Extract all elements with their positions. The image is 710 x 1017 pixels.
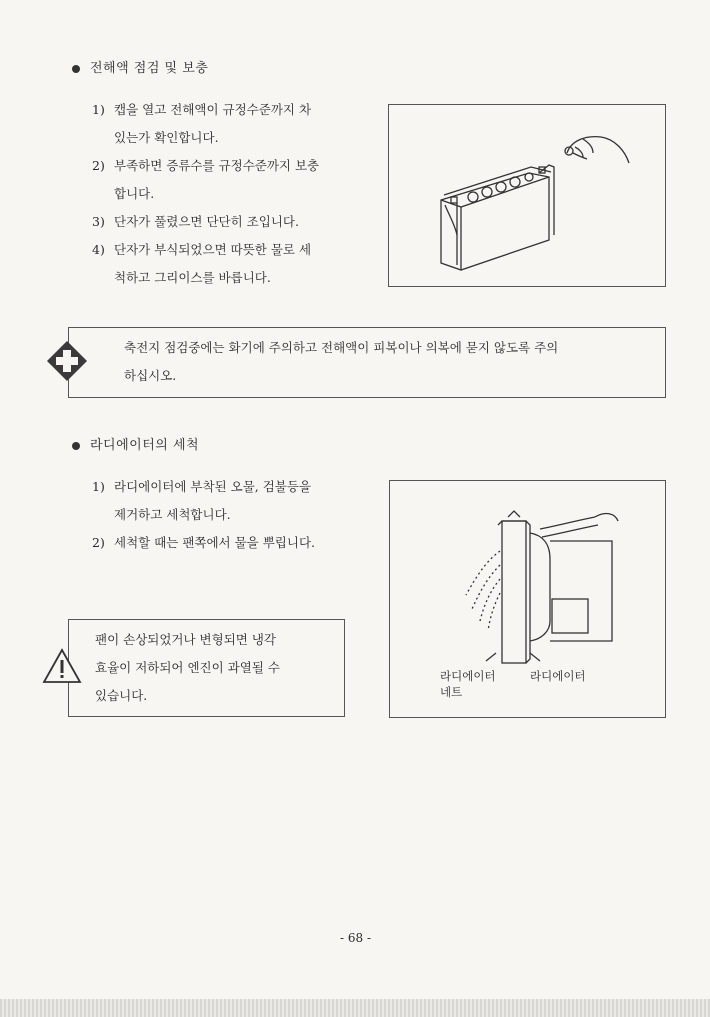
list-item: 4) 단자가 부식되었으면 따뜻한 물로 세 척하고 그리이스를 바릅니다. (92, 242, 312, 285)
bullet-icon (72, 442, 80, 450)
warning-line: 팬이 손상되었거나 변형되면 냉각 (95, 632, 276, 647)
list-item: 1) 라디에이터에 부착된 오물, 검불등을 제거하고 세척합니다. (92, 479, 312, 522)
section-title-text: 라디에이터의 세척 (90, 438, 200, 453)
electrolyte-instructions-list (92, 96, 382, 292)
caution-box (68, 327, 666, 398)
list-item: 1) 캡을 열고 전해액이 규정수준까지 차 있는가 확인합니다. (92, 102, 312, 145)
section-title-electrolyte (72, 57, 208, 76)
caution-line: 하십시오. (124, 368, 177, 383)
first-aid-cross-icon (46, 340, 88, 382)
scan-edge-strip (0, 999, 710, 1017)
caution-line: 축전지 점검중에는 화기에 주의하고 전해액이 피복이나 의복에 묻지 않도록 주의 (124, 340, 559, 355)
radiator-net-label: 라디에이터 네트 (440, 669, 496, 699)
radiator-label: 라디에이터 (530, 669, 586, 683)
bullet-icon (72, 65, 80, 73)
list-item: 2) 세척할 때는 팬쪽에서 물을 뿌립니다. (92, 535, 315, 550)
radiator-instructions-list (92, 473, 382, 557)
warning-line: 효율이 저하되어 엔진이 과열될 수 (95, 660, 280, 675)
list-item: 3) 단자가 풀렸으면 단단히 조입니다. (92, 214, 299, 229)
warning-box (68, 619, 345, 717)
battery-drawing (389, 105, 665, 286)
section-title-text: 전해액 점검 및 보충 (90, 61, 209, 76)
warning-triangle-icon (42, 648, 82, 684)
page-number: - 68 - (340, 931, 372, 945)
radiator-drawing (390, 481, 665, 717)
radiator-illustration (389, 480, 666, 718)
caution-text (124, 334, 654, 390)
list-item: 2) 부족하면 증류수를 규정수준까지 보충 합니다. (92, 158, 320, 201)
section-title-radiator (72, 434, 199, 453)
warning-line: 있습니다. (95, 688, 148, 703)
warning-text (95, 626, 340, 710)
battery-illustration (388, 104, 666, 287)
